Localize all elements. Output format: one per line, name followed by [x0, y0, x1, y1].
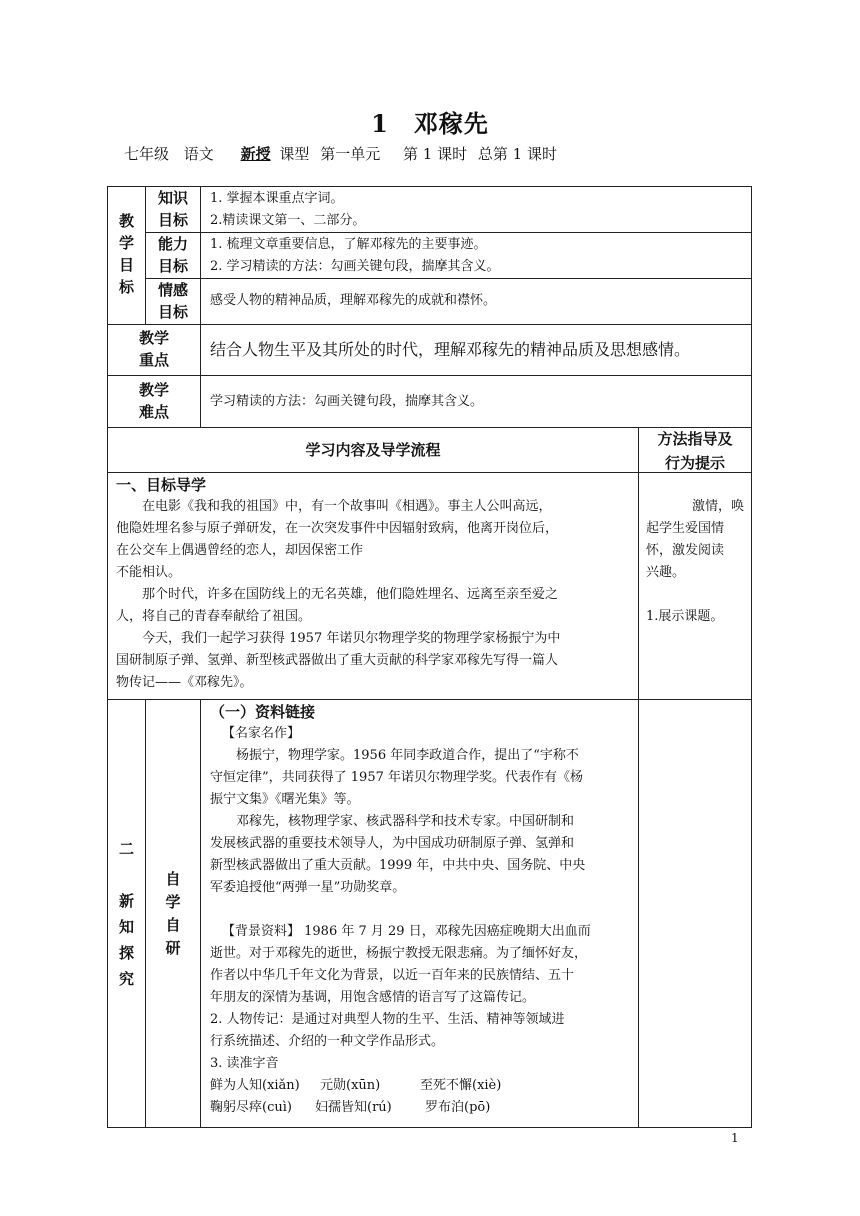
- section2-inner-label: 自 学 自 研: [165, 870, 181, 957]
- section-goal-guide: 一、目标导学 在电影《我和我的祖国》中，有一个故事叫《相遇》。事主人公叫高远， 他隐姓埋名参与原子弹研发，在一次突发事件中因辐射致病，他离开岗位后， 在公交车上偶遇曾经的恋人，却因保密工作 不能相认。 那个时代，许多在国防线上的无名英雄，他们隐姓埋名、远离至亲至爱之 人，将自己的青春奉献给了祖国。 今天，我们一起学习获得 1957 年诺贝尔物理学奖的物理学家杨振宁为中 国研制原子弹、氢弹、新型核武器做出了重大贡献的科学家邓稼先写得一篇人 物传记——《邓稼先》。: [116, 474, 636, 694]
- knowledge-goal-label: 知识 目标: [157, 189, 188, 229]
- subject: 语文: [183, 145, 214, 163]
- unit: 第一单元: [320, 145, 381, 163]
- difficulty-text: 学习精读的方法：勾画关键句段，揣摩其含义。: [210, 394, 484, 409]
- key-point-text: 结合人物生平及其所处的时代，理解邓稼先的精神品质及思想感情。: [210, 340, 691, 359]
- difficulty-label: 教学 难点: [138, 381, 169, 421]
- pronunciation-row-1: 鲜为人知(xiǎn) 元勋(xūn) 至死不懈(xiè): [210, 1078, 502, 1093]
- total-period: 总第 1 课时: [477, 145, 557, 163]
- period: 第 1 课时: [402, 145, 468, 163]
- section1-method-hint: 激情，唤 起学生爱国情 怀，激发阅读 兴趣。 1.展示课题。: [646, 499, 744, 624]
- lesson-meta: [124, 143, 567, 164]
- lesson-type-label: 课型: [279, 145, 310, 163]
- lesson-type-value: 新授: [240, 145, 271, 163]
- page-number: 1: [731, 1131, 739, 1145]
- emotion-goal-text: 感受人物的精神品质，理解邓稼先的成就和襟怀。: [210, 293, 497, 308]
- section-heading: 一、目标导学: [116, 476, 207, 494]
- grade: 七年级: [124, 145, 170, 163]
- pronunciation-row-2: 鞠躬尽瘁(cuì) 妇孺皆知(rú) 罗布泊(pō): [210, 1100, 491, 1115]
- content-column-header: 学习内容及导学流程: [305, 441, 441, 459]
- section2-outer-label: 二 新 知 探 究: [118, 840, 134, 988]
- emotion-goal-label: 情感 目标: [157, 281, 188, 321]
- knowledge-goal-text: 1. 掌握本课重点字词。 2.精读课文第一、二部分。: [210, 191, 366, 228]
- section2-content: （一）资料链接 【名家名作】 杨振宁，物理学家。1956 年同李政道合作，提出了“宇称不 守恒定律”，共同获得了 1957 年诺贝尔物理学奖。代表作有《杨 振宁文集》《曙光集》等。 邓稼先，核物理学家、核武器科学和技术专家。中国研制和 发展核武器的重要技术领导人，为中国成功研制原子弹、氢弹和 新型核武器做出了重大贡献。1999 年，中共中央、国务院、中央 军委追授他“两弹一星”功勋奖章。 【背景资料】 1986 年 7 月 29 日，邓稼先因癌症晚期大出血而 逝世。对于邓稼先的逝世，杨振宁教授无限悲痛。为了缅怀好友， 作者以中华几千年文化为背景，以近一百年来的民族情结、五十 年朋友的深情为基调，用饱含感情的语言写了这篇传记。 2. 人物传记：是通过对典型人物的生平、生活、精神等领域进 行系统描述、介绍的一种文学作品形式。 3. 读准字音 鲜为人知(xiǎn) 元勋(xūn) 至死不懈(xiè) 鞠躬尽瘁(cuì) 妇孺皆知(rú) 罗布泊(pō): [210, 701, 636, 1119]
- key-point-label: 教学 重点: [138, 329, 169, 369]
- objectives-group-label: 教 学 目 标: [118, 212, 134, 296]
- page-title: 1 邓稼先: [371, 109, 489, 138]
- ability-goal-label: 能力 目标: [157, 235, 188, 275]
- ability-goal-text: 1. 梳理文章重要信息，了解邓稼先的主要事迹。 2. 学习精读的方法：勾画关键句段，揣摩其含义。: [210, 237, 500, 274]
- sub-heading: （一）资料链接: [210, 703, 316, 721]
- method-column-header: 方法指导及 行为提示: [657, 430, 733, 472]
